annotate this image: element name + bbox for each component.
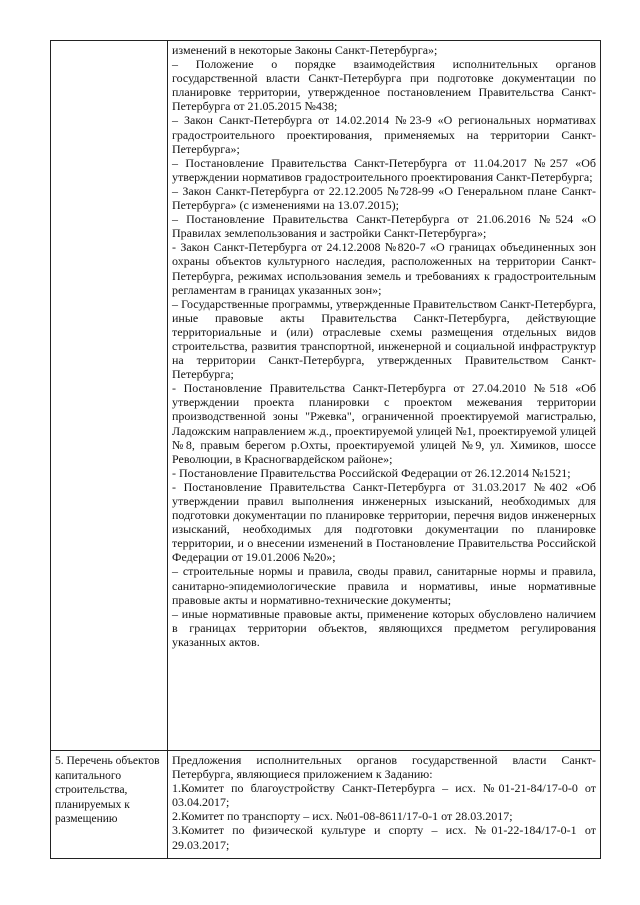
list-item: - Постановление Правительства Российской Федерации от 26.12.2014 №1521; — [172, 465, 571, 480]
list-item: – Закон Санкт-Петербурга от 22.12.2005 №728-99 «О Генеральном плане Санкт-Петербурга» (с изменениями на 13.07.2015); — [172, 183, 596, 213]
list-item: Предложения исполнительных органов государственной власти Санкт-Петербурга, являющиеся приложением к Заданию: — [172, 753, 596, 782]
list-item: - Закон Санкт-Петербурга от 24.12.2008 №820-7 «О границах объединенных зон охраны объектов культурного наследия, расположенных на территории Санкт-Петербурга, режимах использования земель и требованиях к градостроительным регламентам в границах указанных зон»; — [172, 240, 596, 297]
proposals-cell — [168, 751, 601, 859]
table-row-legal-basis — [51, 41, 601, 751]
list-item: – строительные нормы и правила, своды правил, санитарные нормы и правила, санитарно-эпидемиологические правила и нормативы, иные нормативные правовые акты и нормативно-технические документы; — [172, 564, 596, 607]
list-item: 1.Комитет по благоустройству Санкт-Петербурга – исх. №01-21-84/17-0-0 от 03.04.2017; — [172, 781, 596, 810]
list-item: - Постановление Правительства Санкт-Петербурга от 27.04.2010 №518 «Об утверждении проекта планировки с проектом межевания территории производственной зоны "Ржевка", ограниченной проектируемой магистралью, Ладожским направлением ж.д., проектируемой улицей №1, проектируемой улицей №8, правым берегом р.Охты, проектируемой улицей №9, ул. Химиков, шоссе Революции, в Красногвардейском районе»; — [172, 381, 596, 466]
list-item: – Постановление Правительства Санкт-Петербурга от 11.04.2017 №257 «Об утверждении нормативов градостроительного проектирования Санкт-Петербурга; — [172, 155, 596, 184]
requirements-table — [50, 40, 601, 859]
list-item: – Постановление Правительства Санкт-Петербурга от 21.06.2016 №524 «О Правилах землепользования и застройки Санкт-Петербурга»; — [172, 212, 596, 241]
table-row-objects — [51, 751, 601, 859]
list-item: – Закон Санкт-Петербурга от 14.02.2014 №23-9 «О региональных нормативах градостроительного проектирования, применяемых на территории Санкт-Петербурга»; — [172, 113, 596, 156]
list-item: – иные нормативные правовые акты, применение которых обусловлено наличием в границах территории объектов, являющихся предметом регулирования указанных актов. — [172, 606, 596, 649]
list-item: изменений в некоторые Законы Санкт-Петербурга»; — [172, 43, 438, 57]
row-label-cell — [51, 751, 168, 859]
list-item: – Государственные программы, утвержденные Правительством Санкт-Петербурга, иные правовые акты Правительства Санкт-Петербурга, действующие территориальные и (или) отраслевые схемы размещения отдельных видов строительства, развития транспортной, инженерной и социальной инфраструктур на территории Санкт-Петербурга, утвержденных Правительством Санкт-Петербурга; — [172, 296, 596, 382]
list-item: 3.Комитет по физической культуре и спорту – исх. №01-22-184/17-0-1 от 29.03.2017; — [172, 823, 596, 852]
row-label: 5. Перечень объектов капитального строительства, планируемых к размещению — [55, 755, 160, 826]
list-item: - Постановление Правительства Санкт-Петербурга от 31.03.2017 №402 «Об утверждении правил выполнения инженерных изысканий, необходимых для подготовки документации по планировке территории, перечня видов инженерных изысканий, необходимых для подготовки документации по планировке территории, и о внесении изменений в Постановление Правительства Российской Федерации от 19.01.2006 №20»; — [172, 479, 596, 565]
row-label-cell — [51, 41, 168, 751]
list-item: 2.Комитет по транспорту – исх. №01-08-8611/17-0-1 от 28.03.2017; — [172, 809, 513, 824]
legal-acts-cell — [168, 41, 601, 751]
list-item: – Положение о порядке взаимодействия исполнительных органов государственной власти Санкт-Петербурга при подготовке документации по планировке территории, утвержденное постановлением Правительства Санкт-Петербурга от 21.05.2015 №438; — [172, 57, 596, 114]
